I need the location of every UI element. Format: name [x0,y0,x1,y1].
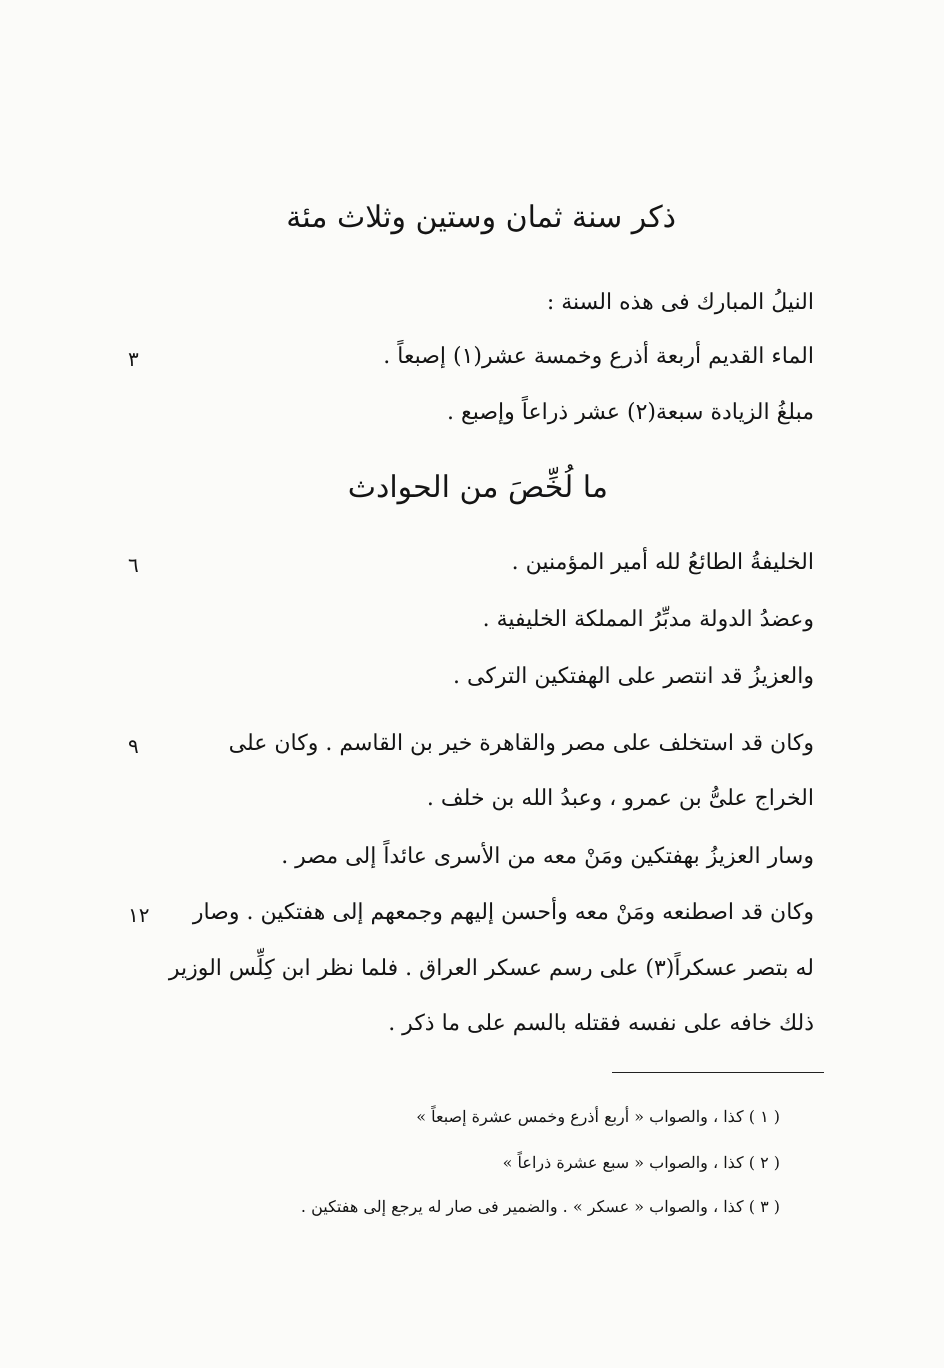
footnote-3: ( ٣ ) كذا ، والصواب « عسكر » . والضمير فى صار له يرجع إلى هفتكين . [300,1197,780,1216]
line-number-3: ٣ [128,347,139,371]
line-number-12: ١٢ [128,903,150,927]
events-heading: ما لُخِّصَ من الحوادث [347,470,608,505]
event-line-1: الخليفةُ الطائعُ لله أمير المؤمنين . [511,550,814,575]
nile-line-3: مبلغُ الزيادة سبعة(٢) عشر ذراعاً وإصبع . [447,400,814,425]
event-line-4: وكان قد استخلف على مصر والقاهرة خير بن القاسم . وكان على [228,731,814,756]
year-heading: ذكر سنة ثمان وستين وثلاث مئة [286,200,676,235]
event-line-2: وعضدُ الدولة مدبِّرُ المملكة الخليفية . [482,607,814,632]
line-number-6: ٦ [128,553,139,577]
footnote-divider [612,1072,824,1073]
event-line-6: وسار العزيزُ بهفتكين ومَنْ معه من الأسرى عائداً إلى مصر . [281,844,814,869]
event-line-7: وكان قد اصطنعه ومَنْ معه وأحسن إليهم وجمعهم إلى هفتكين . وصار [192,900,814,925]
event-line-9: ذلك خافه على نفسه فقتله بالسم على ما ذكر . [388,1011,814,1036]
event-line-8: له بتصر عسكراً(٣) على رسم عسكر العراق . فلما نظر ابن كِلِّس الوزير [168,956,814,981]
nile-line-2: الماء القديم أربعة أذرع وخمسة عشر(١) إصبعاً . [383,344,814,369]
event-line-3: والعزيزُ قد انتصر على الهفتكين التركى . [453,664,814,689]
footnote-1: ( ١ ) كذا ، والصواب « أربع أذرع وخمس عشرة إصبعاً » [416,1107,780,1126]
line-number-9: ٩ [128,734,139,758]
nile-line-1: النيلُ المبارك فى هذه السنة : [546,290,814,315]
event-line-5: الخراج علىُّ بن عمرو ، وعبدُ الله بن خلف . [426,786,814,811]
footnote-2: ( ٢ ) كذا ، والصواب « سبع عشرة ذراعاً » [502,1153,780,1172]
